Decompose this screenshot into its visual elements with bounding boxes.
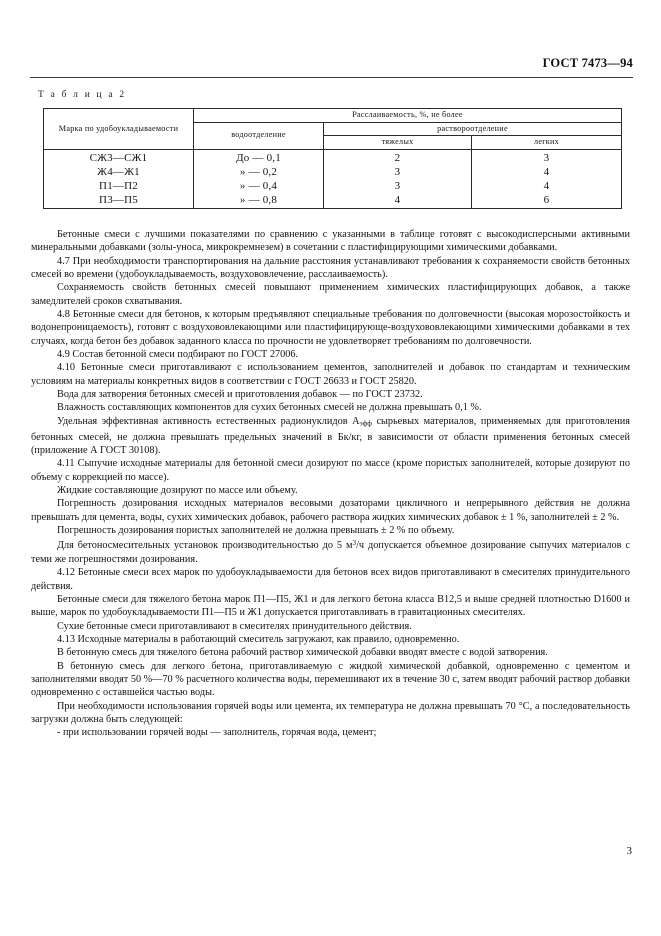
th-vodootdelenie: водоотделение — [194, 122, 324, 149]
body-text — [31, 228, 630, 740]
paragraph-humidity: Влажность составляющих компонентов для сухих бетонных смесей не должна превышать 0,1 %. — [57, 402, 482, 414]
paragraph-mixing-plants — [31, 537, 630, 566]
table-body — [44, 149, 622, 208]
paragraph-intro-table: Бетонные смеси с лучшими показателями по сравнению с указанными в таблице готовят с высокодисперсными активными минеральными добавками (золы-уноса, микрокремнезем) в сочетании с пластифицирующими химическими добавками. — [31, 229, 630, 254]
paragraph-heavy-admixture: В бетонную смесь для тяжелого бетона рабочий раствор химической добавки вводят вместе с водой затворения. — [57, 647, 548, 659]
table-cell-vodo-0: До — 0,1 — [236, 151, 281, 164]
th-rastvorootdelenie: раствороотделение — [324, 122, 622, 136]
table-col-vodo-values — [194, 149, 324, 208]
table-cell-tyazh-2: 3 — [394, 179, 401, 192]
table-cell-mark-0: СЖ3—СЖ1 — [89, 151, 148, 164]
table-cell-vodo-3: » — 0,8 — [239, 193, 278, 206]
table-cell-vodo-2: » — 0,4 — [239, 179, 278, 192]
radionuclides-subscript: эфф — [359, 419, 372, 428]
table-cell-mark-3: П3—П5 — [99, 193, 138, 206]
cubic-meter-exponent: 3 — [352, 539, 357, 548]
page-number: 3 — [626, 845, 632, 857]
table-col-tyazh-values — [324, 149, 472, 208]
page-header — [30, 56, 633, 78]
table-cell-legk-0: 3 — [543, 151, 550, 164]
paragraph-dosing-error: Погрешность дозирования исходных материалов весовыми дозаторами цикличного и непрерывного действия не должна превышать для цемента, воды, сухих химических добавок, рабочего раствора жидких химических добавок ± 1 %, заполнителей ± 2 %. — [31, 498, 630, 523]
paragraph-4-8: 4.8 Бетонные смеси для бетонов, к которым предъявляют специальные требования по долговечности (высокая морозостойкость и водонепроницаемость), готовят с воздухововлекающими или пластифицирующе-воздухововлекающими химическими добавками в тех случаях, когда бетон без добавок заданного класса по прочности не удовлетворяет требованиям по долговечности. — [31, 309, 630, 347]
table-cell-legk-3: 6 — [543, 193, 550, 206]
paragraph-4-7-note: Сохраняемость свойств бетонных смесей повышают применением химических пластифицирующих добавок, а также замедлителей сроков схватывания. — [31, 282, 630, 307]
paragraph-4-11: 4.11 Сыпучие исходные материалы для бетонной смеси дозируют по массе (кроме пористых заполнителей, которые дозируют по объему с коррекцией по массе). — [31, 458, 630, 483]
mixing-plants-text-after: /ч допускается объемное дозирование сыпучих материалов с теми же погрешностями дозирования. — [31, 540, 630, 565]
table-cell-mark-2: П1—П2 — [99, 179, 138, 192]
radionuclides-text-after: сырьевых материалов, применяемых для приготовления бетонных смесей, не должна превышать предельных значений в Бк/кг, в зависимости от области применения бетонных смесей (приложение А ГОСТ 30108). — [31, 415, 630, 457]
paragraph-radionuclides — [31, 415, 630, 458]
th-mark: Марка по удобоукладываемости — [44, 109, 194, 150]
th-rasslaivaemost: Расслаиваемость, %, не более — [194, 109, 622, 123]
table-cell-legk-1: 4 — [543, 165, 550, 178]
table-cell-tyazh-3: 4 — [394, 193, 401, 206]
mixing-plants-text-before: Для бетоносмесительных установок производительностью до 5 м — [57, 540, 353, 552]
paragraph-liquids: Жидкие составляющие дозируют по массе или объему. — [57, 485, 298, 497]
th-legkih: легких — [472, 136, 622, 150]
paragraph-light-admixture: В бетонную смесь для легкого бетона, приготавливаемую с жидкой химической добавкой, одновременно с цементом и заполнителями вводят 50 %—70 % расчетного количества воды, перемешивают их в течение 30 с, затем вводят рабочий раствор добавки одновременно с оставшейся частью воды. — [31, 660, 630, 699]
table-cell-tyazh-1: 3 — [394, 165, 401, 178]
table-2-wrapper — [43, 108, 621, 209]
standard-designation: ГОСТ 7473—94 — [542, 56, 633, 70]
paragraph-hot-water-item: - при использовании горячей воды — заполнитель, горячая вода, цемент; — [57, 727, 377, 739]
header-divider — [30, 77, 633, 78]
table-2 — [43, 108, 622, 209]
paragraph-4-9: 4.9 Состав бетонной смеси подбирают по ГОСТ 27006. — [57, 349, 299, 361]
radionuclides-text-before: Удельная эффективная активность естественных радионуклидов A — [57, 415, 360, 427]
table-caption: Т а б л и ц а 2 — [38, 90, 127, 100]
paragraph-4-10: 4.10 Бетонные смеси приготавливают с использованием цементов, заполнителей и добавок по стандартам и техническим условиям на материалы конкретных видов в соответствии с ГОСТ 26633 и ГОСТ 25820. — [31, 362, 630, 387]
paragraph-4-12: 4.12 Бетонные смеси всех марок по удобоукладываемости для бетонов всех видов приготавливают в смесителях принудительного действия. — [31, 567, 630, 592]
table-header-row-1 — [44, 109, 622, 123]
paragraph-4-7: 4.7 При необходимости транспортирования на дальние расстояния устанавливают требования к сохраняемости свойств бетонных смесей во времени (удобоукладываемость, воздухововлечение, расслаиваемость). — [31, 255, 630, 281]
table-col-mark-values — [44, 149, 194, 208]
paragraph-porous-error: Погрешность дозирования пористых заполнителей не должна превышать ± 2 % по объему. — [57, 525, 455, 537]
th-tyazhelyh: тяжелых — [324, 136, 472, 150]
paragraph-water: Вода для затворения бетонных смесей и приготовления добавок — по ГОСТ 23732. — [57, 389, 423, 401]
table-cell-legk-2: 4 — [543, 179, 550, 192]
paragraph-dry-mixes: Сухие бетонные смеси приготавливают в смесителях принудительного действия. — [57, 620, 412, 632]
table-cell-tyazh-0: 2 — [394, 151, 401, 164]
paragraph-heavy-concrete: Бетонные смеси для тяжелого бетона марок П1—П5, Ж1 и для легкого бетона класса В12,5 и выше средней плотностью D1600 и выше, марок по удобоукладываемости П1—П5 и Ж1 допускается приготавливать в гравитационных смесителях. — [31, 593, 630, 619]
table-cell-mark-1: Ж4—Ж1 — [97, 165, 140, 178]
paragraph-4-13: 4.13 Исходные материалы в работающий смеситель загружают, как правило, одновременно. — [57, 633, 460, 645]
table-col-legk-values — [472, 149, 622, 208]
paragraph-hot-water: При необходимости использования горячей воды или цемента, их температура не должна превышать 70 °С, а последовательность загрузки должна быть следующей: — [31, 700, 630, 725]
table-cell-vodo-1: » — 0,2 — [239, 165, 278, 178]
